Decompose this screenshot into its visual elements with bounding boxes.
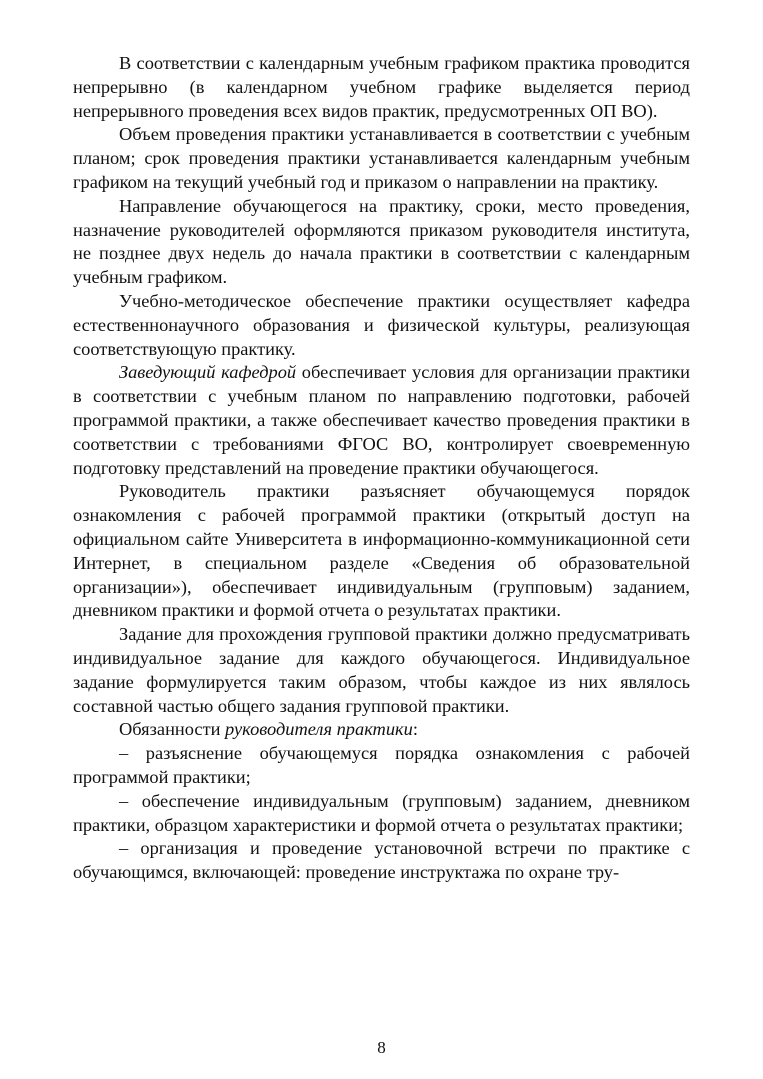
paragraph-calendar-schedule: В соответствии с календарным учебным графиком практика проводится непрерывно (в календарном учебном графике выделяется период непрерывного проведения всех видов практик, предусмотренных ОП ВО).	[73, 53, 690, 121]
paragraph-head-of-department-text: обеспечивает условия для организации практики в соответствии с учебным планом по направлению подготовки, рабочей программой практики, а также обеспечивает качество проведения практики в соответствии с требованиями ФГОС ВО, контролирует своевременную подготовку представлений на проведение практики обучающегося.	[73, 362, 691, 478]
paragraph-practice-assignment: Направление обучающегося на практику, сроки, место проведения, назначение руководителей оформляются приказом руководителя института, не позднее двух недель до начала практики в соответствии с календарным учебным графиком.	[73, 195, 690, 288]
italic-supervisor: руководителя практики	[225, 719, 413, 740]
list-item-duty-provision: – обеспечение индивидуальным (групповым) заданием, дневником практики, образцом характеристики и формой отчета о результатах практики;	[73, 790, 690, 835]
duties-suffix: :	[412, 719, 418, 740]
list-item-duty-explanation: – разъяснение обучающемуся порядка ознакомления с рабочей программой практики;	[73, 743, 690, 787]
page-number: 8	[377, 1038, 386, 1057]
page-body	[73, 52, 690, 885]
list-item-duty-organization: – организация и проведение установочной встречи по практике с обучающимся, включающей: проведение инструктажа по охране тру-	[73, 838, 690, 883]
paragraph-practice-volume: Объем проведения практики устанавливается в соответствии с учебным планом; срок проведения практики устанавливается календарным учебным графиком на текущий учебный год и приказом о направлении на практику.	[73, 124, 690, 192]
italic-head-of-department: Заведующий кафедрой	[119, 362, 297, 383]
paragraph-duties-heading	[73, 718, 690, 742]
duties-prefix: Обязанности	[119, 719, 226, 740]
paragraph-head-of-department	[73, 361, 690, 480]
paragraph-group-task: Задание для прохождения групповой практики должно предусматривать индивидуальное задание для каждого обучающегося. Индивидуальное задание формулируется таким образом, чтобы каждое из них являлось составной частью общего задания групповой практики.	[73, 624, 690, 716]
paragraph-methodical-support: Учебно-методическое обеспечение практики осуществляет кафедра естественнонаучного образования и физической культуры, реализующая соответствующую практику.	[73, 290, 690, 359]
paragraph-supervisor-explains: Руководитель практики разъясняет обучающемуся порядок ознакомления с рабочей программой практики (открытый доступ на официальном сайте Университета в информационно-коммуникационной сети Интернет, в специальном разделе «Сведения об образовательной организации»), обеспечивает индивидуальным (групповым) заданием, дневником практики и формой отчета о результатах практики.	[73, 481, 690, 621]
